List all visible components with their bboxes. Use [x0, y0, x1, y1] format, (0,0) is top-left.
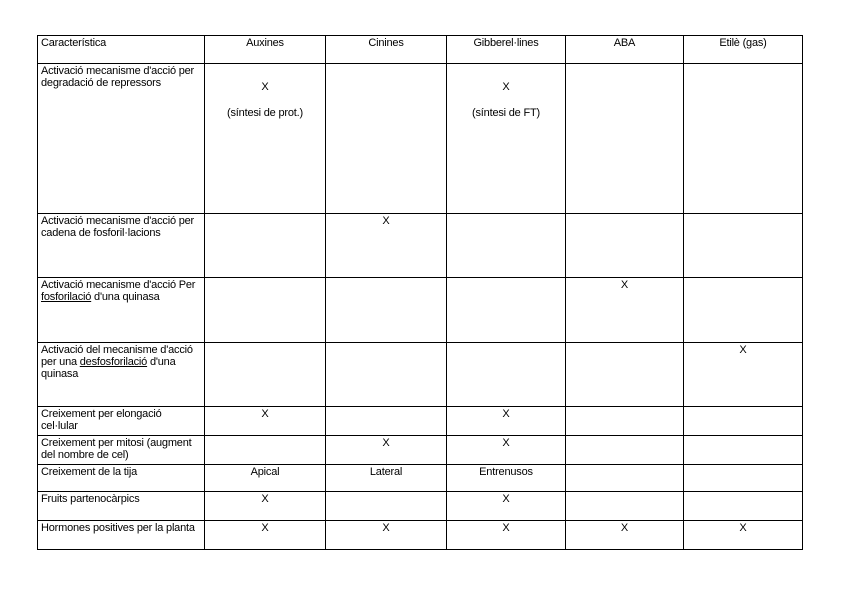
header-cinines: Cinines [326, 36, 447, 64]
cell-etile [684, 278, 803, 343]
underlined-term: fosforilació [41, 291, 92, 303]
cell-cinines [326, 407, 447, 436]
cell-gibberellines: X [447, 436, 566, 465]
cell-aba [566, 407, 684, 436]
header-auxines: Auxines [205, 36, 326, 64]
row-label: Activació mecanisme d'acció Per fosforilació d'una quinasa [38, 278, 205, 343]
cell-aba: X [566, 278, 684, 343]
header-aba: ABA [566, 36, 684, 64]
cell-auxines: X [205, 492, 326, 521]
cell-auxines [205, 214, 326, 278]
cell-gibberellines [447, 278, 566, 343]
row-label: Fruits partenocàrpics [38, 492, 205, 521]
row-label: Creixement per elongació cel·lular [38, 407, 205, 436]
cell-gibberellines [447, 214, 566, 278]
cell-etile [684, 214, 803, 278]
cell-cinines: X [326, 436, 447, 465]
cell-auxines [205, 343, 326, 407]
header-caracteristica: Característica [38, 36, 205, 64]
header-gibberellines: Gibberel·lines [447, 36, 566, 64]
cell-gibberellines: X [447, 521, 566, 550]
cell-aba [566, 343, 684, 407]
header-row [38, 36, 803, 64]
row-label: Activació mecanisme d'acció per degradació de repressors [38, 64, 205, 214]
table-row [38, 492, 803, 521]
cell-cinines: X [326, 521, 447, 550]
cell-mark: X [261, 81, 269, 93]
table-row [38, 278, 803, 343]
header-etile: Etilè (gas) [684, 36, 803, 64]
cell-gibberellines: Entrenusos [447, 465, 566, 492]
cell-gibberellines: X [447, 407, 566, 436]
cell-gibberellines: X [447, 492, 566, 521]
cell-aba [566, 64, 684, 214]
cell-etile [684, 492, 803, 521]
cell-etile [684, 436, 803, 465]
row-label: Activació del mecanisme d'acció per una desfosforilació d'una quinasa [38, 343, 205, 407]
cell-cinines: Lateral [326, 465, 447, 492]
cell-etile: X [684, 343, 803, 407]
table-row [38, 407, 803, 436]
table-row [38, 436, 803, 465]
cell-etile: X [684, 521, 803, 550]
table-row [38, 343, 803, 407]
cell-etile [684, 407, 803, 436]
cell-cinines [326, 278, 447, 343]
cell-note: (síntesi de FT) [472, 107, 540, 119]
cell-cinines [326, 492, 447, 521]
cell-cinines [326, 343, 447, 407]
cell-aba [566, 436, 684, 465]
row-label: Hormones positives per la planta [38, 521, 205, 550]
cell-etile [684, 64, 803, 214]
cell-aba: X [566, 521, 684, 550]
cell-auxines: Apical [205, 465, 326, 492]
underlined-term: desfosforilació [79, 356, 148, 368]
cell-auxines [205, 64, 326, 214]
cell-aba [566, 465, 684, 492]
cell-auxines [205, 436, 326, 465]
cell-auxines: X [205, 407, 326, 436]
row-label: Creixement per mitosi (augment del nombre de cel) [38, 436, 205, 465]
table-row [38, 214, 803, 278]
cell-aba [566, 492, 684, 521]
cell-auxines [205, 278, 326, 343]
table-row [38, 465, 803, 492]
row-label: Activació mecanisme d'acció per cadena de fosforil·lacions [38, 214, 205, 278]
cell-gibberellines [447, 64, 566, 214]
cell-mark: X [502, 81, 510, 93]
table-row [38, 521, 803, 550]
cell-aba [566, 214, 684, 278]
cell-etile [684, 465, 803, 492]
hormones-table [37, 35, 803, 550]
cell-cinines [326, 64, 447, 214]
row-label: Creixement de la tija [38, 465, 205, 492]
table-row [38, 64, 803, 214]
cell-gibberellines [447, 343, 566, 407]
cell-cinines: X [326, 214, 447, 278]
cell-auxines: X [205, 521, 326, 550]
cell-note: (síntesi de prot.) [227, 107, 303, 119]
